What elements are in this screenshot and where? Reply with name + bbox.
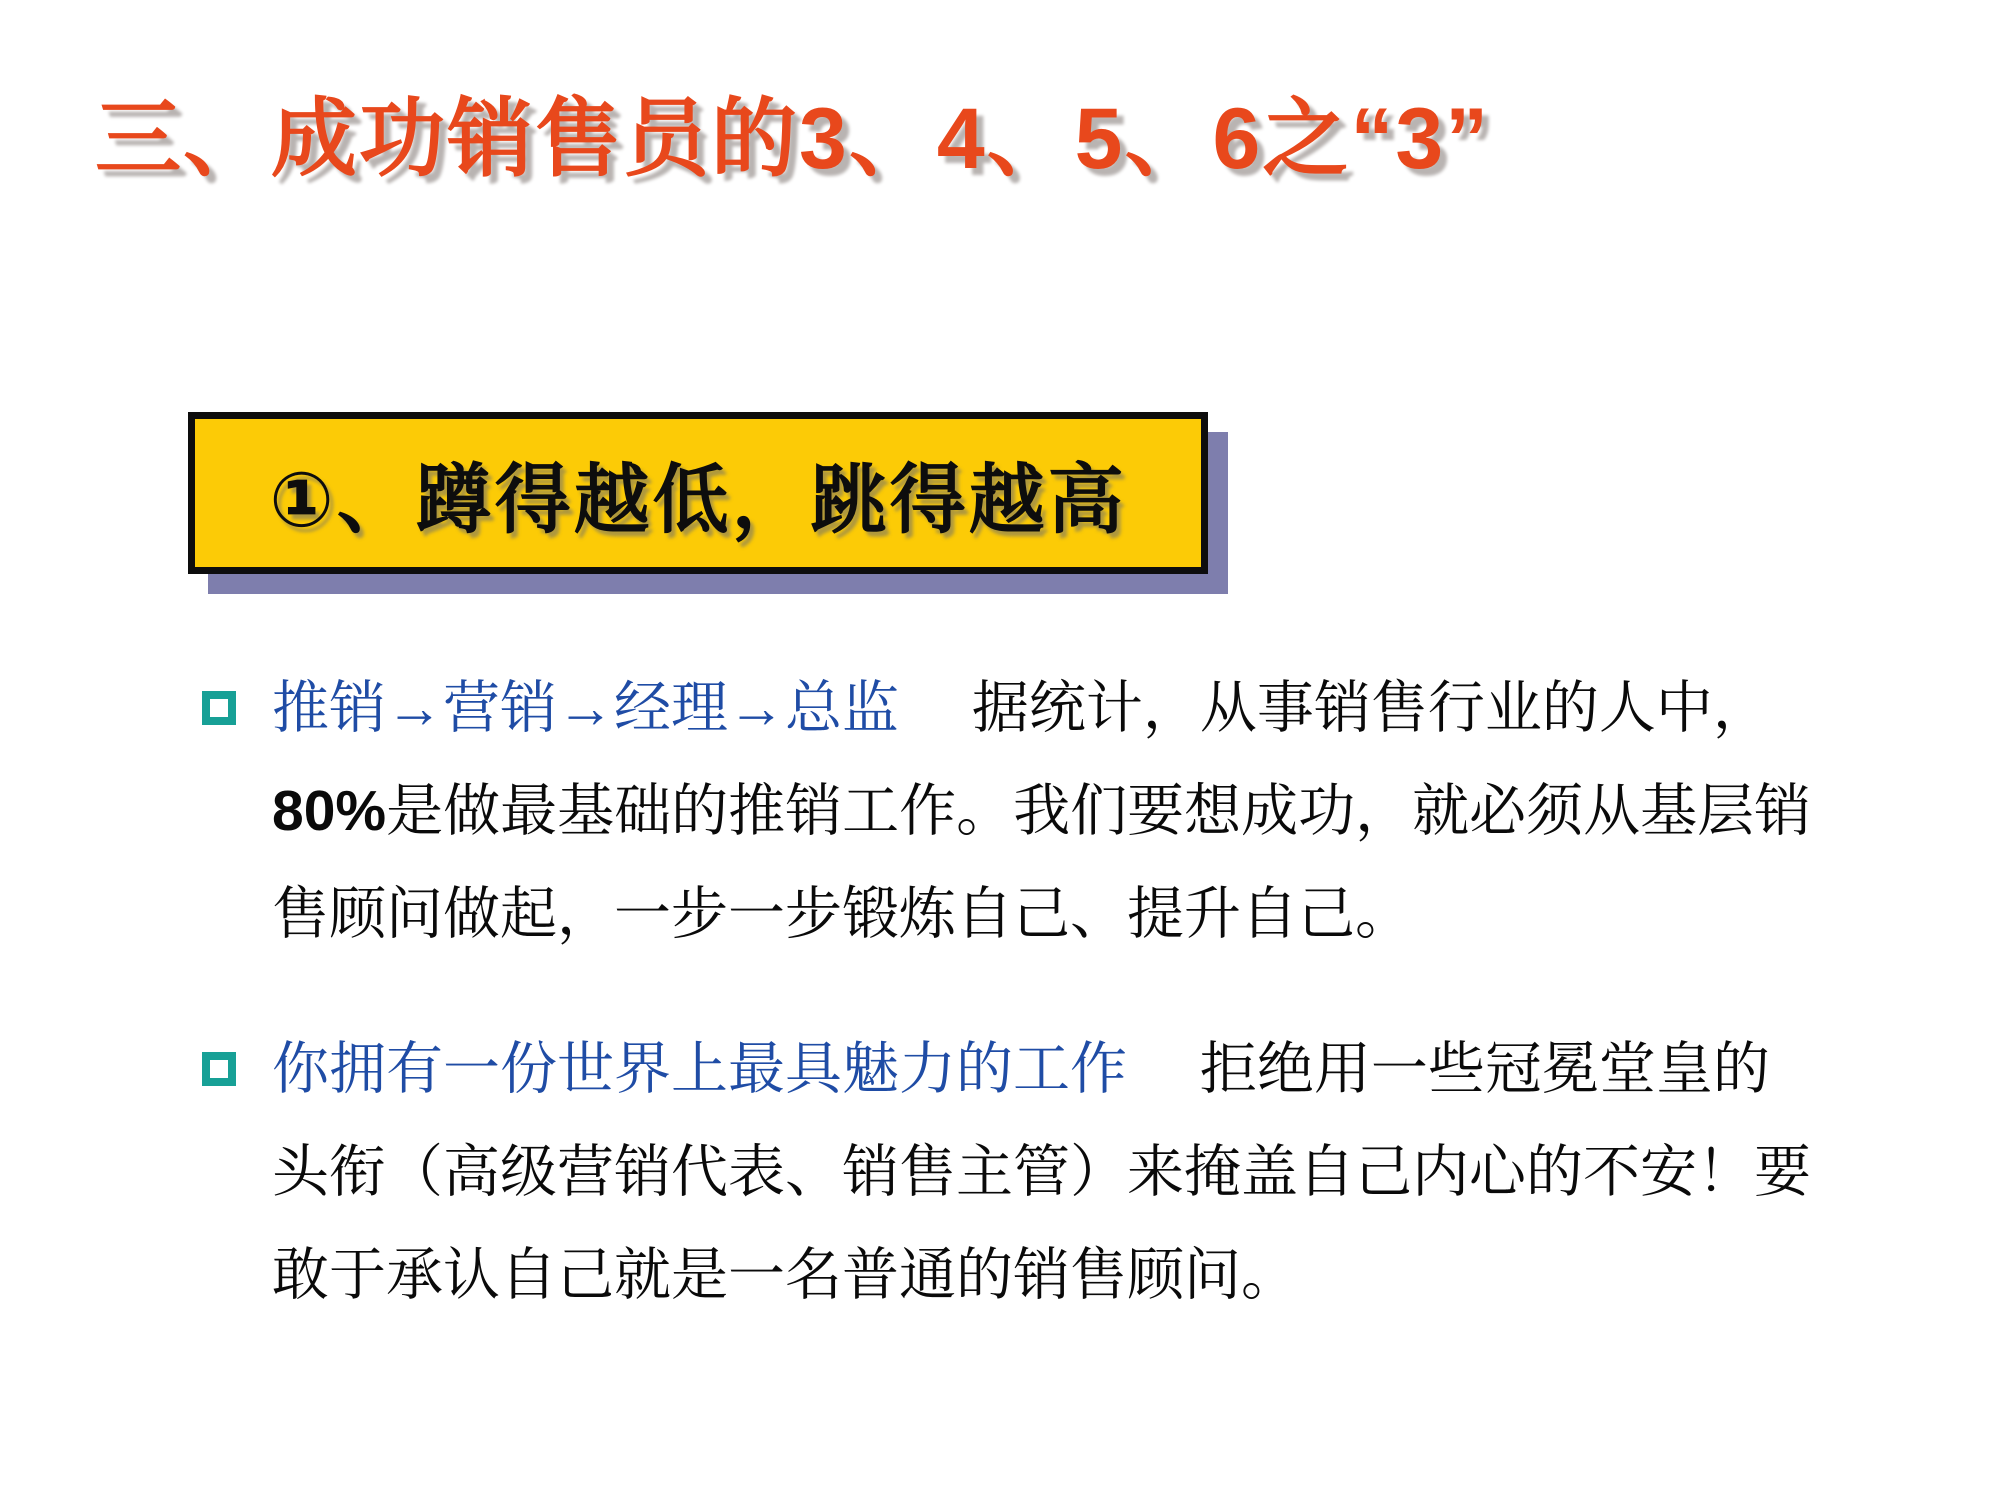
bullet-item xyxy=(200,657,1880,966)
square-bullet-icon xyxy=(202,691,236,725)
bullet-item xyxy=(200,1018,1880,1327)
text-run-plain: 据统计，从事销售行业的人中， xyxy=(899,676,1770,740)
text-run-plain: 敢于承认自己就是一名普通的销售顾问。 xyxy=(272,1243,1298,1307)
bullet-text-line xyxy=(272,1224,1880,1327)
square-bullet-icon xyxy=(202,1052,236,1086)
text-run-plain: 头衔（高级营销代表、销售主管）来掩盖自己内心的不安！要 xyxy=(272,1140,1811,1204)
text-run-bold: 80% xyxy=(272,779,387,843)
bullet-text-line xyxy=(272,657,1880,760)
slide-title: 三、成功销售员的3、4、5、6之“3” xyxy=(95,91,1491,187)
bullet-text-line xyxy=(272,863,1880,966)
section-banner xyxy=(188,412,1208,574)
text-run-plain: 售顾问做起，一步一步锻炼自己、提升自己。 xyxy=(272,882,1412,946)
text-run-blue: 推销→营销→经理→总监 xyxy=(272,676,899,740)
bullet-text xyxy=(272,657,1880,966)
text-run-plain: 拒绝用一些冠冕堂皇的 xyxy=(1127,1037,1770,1101)
text-run-blue: 你拥有一份世界上最具魅力的工作 xyxy=(272,1037,1127,1101)
bullet-text xyxy=(272,1018,1880,1327)
section-banner-label: ①、蹲得越低，跳得越高 xyxy=(269,457,1127,543)
bullet-text-line xyxy=(272,1018,1880,1121)
text-run-plain: 是做最基础的推销工作。我们要想成功，就必须从基层销 xyxy=(386,779,1812,843)
bullet-text-line xyxy=(272,760,1880,863)
bullet-list xyxy=(200,657,1880,1379)
bullet-text-line xyxy=(272,1121,1880,1224)
